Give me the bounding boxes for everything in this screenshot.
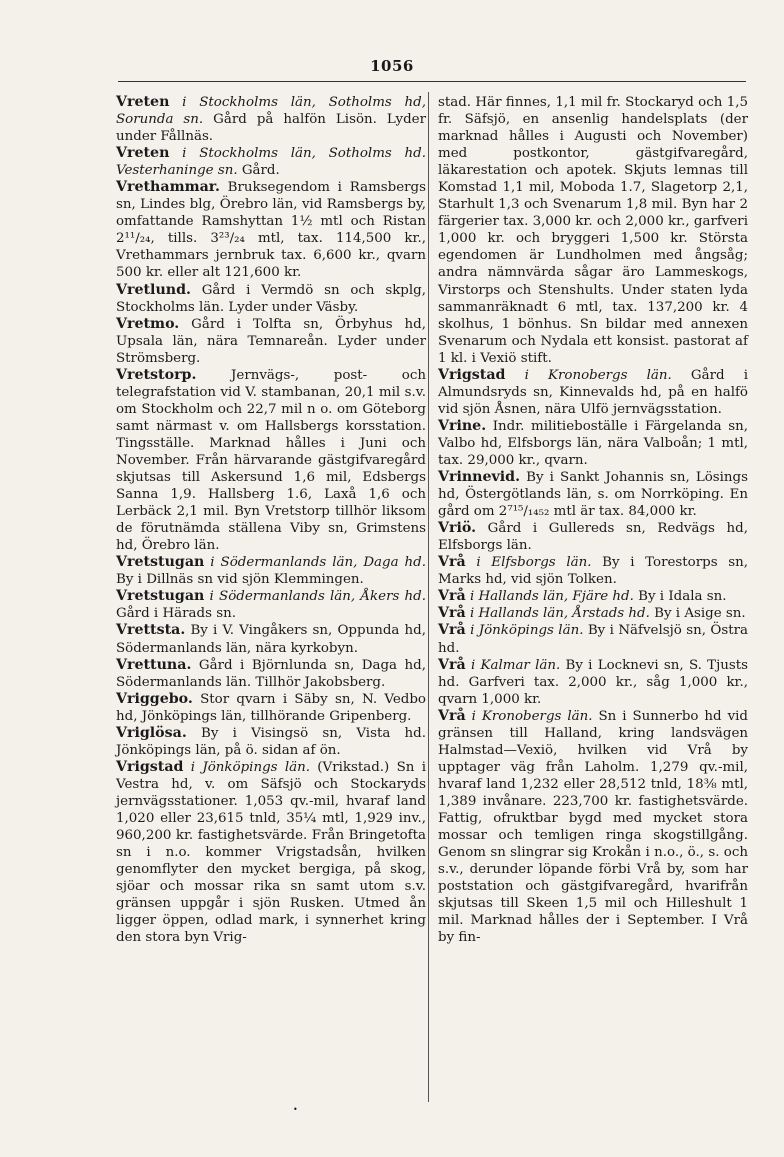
dictionary-entry [116, 367, 426, 555]
dictionary-entry [438, 418, 748, 469]
entry-text: stad. Här finnes, 1,1 mil fr. Stockaryd och 1,5 fr. Säfsjö, en ansenlig handelsplats (der marknad hålles i Augusti och November) med postkontor, gästgifvaregård, läkarestation och apotek. Skjuts lemnas till Komstad 1,1 mil, Moboda 1.7, Slagetorp 2,1, Starhult 1,3 och Svenarum 1,8 mil. Byn har 2 färgerier tax. 3,000 kr. och 2,000 kr., garfveri 1,000 kr. och bryggeri 1,500 kr. Största egendomen är Lundholmen med ångsåg; andra nämnvärda sågar äro Lammeskogs, Virstorps och Stenshults. Under staten lyda sammanräknadt 6 mtl, tax. 137,200 kr. 4 skolhus, 1 bönhus. Sn bildar med annexen Svenarum och Nydala ett konsist. pastorat af 1 kl. i Vexiö stift. [438, 95, 748, 366]
entry-headword: Vrettsta. [116, 622, 186, 639]
entry-text: Gård. [237, 163, 280, 179]
right-column [438, 94, 748, 946]
dictionary-entry [116, 145, 426, 179]
entry-text: Gård i Gullereds sn, Redvägs hd, Elfsborgs län. [438, 521, 748, 554]
entry-headword: Vretstugan [116, 588, 205, 605]
entry-location: i Jönköpings län. [465, 623, 584, 639]
entry-text: Jernvägs-, post- och telegrafstation vid V. stambanan, 20,1 mil s.v. om Stockholm och 22,7 mil n o. om Göteborg samt närmast v. om Hallsbergs korsstation. Tingsställe. Marknad hålles i Juni och November. Från härvarande gästgifvaregård skjutsas till Askersund 1,6 mil, Edsbergs Sanna 1,9. Hallsberg 1.6, Laxå 1,6 och Lerbäck 2,1 mil. Byn Vretstorp tillhör liksom de förutnämda ställena Viby sn, Grimstens hd, Örebro län. [116, 367, 426, 554]
entry-headword: Vrigstad [116, 758, 184, 775]
entry-headword: Vreten [116, 145, 170, 162]
dictionary-entry [438, 708, 748, 947]
entry-headword: Vrigstad [438, 366, 506, 383]
entry-text: (Vrikstad.) Sn i Vestra hd, v. om Säfsjö och Stockaryds jernvägsstationer. 1,053 qv.-mil, hvaraf land 1,020 eller 23,615 tnld, 35¼ mtl, 1,929 inv., 960,200 kr. fastighetsvärde. Från Bringetofta sn i n.o. kommer Vrigstadsån, hvilken genomflyter den mycket bergiga, på skog, sjöar och mossar rika sn samt utom s.v. gränsen uppgår i sjön Rusken. Utmed ån ligger öppen, odlad mark, i synnerhet kring den stora byn Vrig- [116, 759, 426, 946]
dictionary-entry [116, 94, 426, 145]
entry-location: i Södermanlands län, Åkers hd. [204, 589, 426, 605]
entry-text: Gård på halfön Lisön. Lyder under Fållnäs. [116, 112, 426, 145]
entry-text: By i Visingsö sn, Vista hd. Jönköpings län, på ö. sidan af ön. [116, 725, 426, 758]
dictionary-entry [438, 94, 748, 367]
entry-headword: Vreten [116, 94, 170, 110]
entry-headword: Vrå [438, 605, 466, 622]
entry-location: i Elfsborgs län. [465, 555, 592, 571]
entry-headword: Vriggebo. [116, 690, 193, 707]
dictionary-entry [116, 657, 426, 691]
entry-text: By i V. Vingåkers sn, Oppunda hd, Södermanlands län, nära kyrkobyn. [116, 623, 426, 656]
dictionary-entry [438, 657, 748, 708]
dictionary-entry [116, 554, 426, 588]
entry-location: i Stockholms län, Sotholms hd. Vesterhaninge sn. [116, 146, 426, 179]
entry-text: Gård i Björnlunda sn, Daga hd, Södermanlands län. Tillhör Jakobsberg. [116, 657, 426, 690]
footer-mark: • [293, 1105, 298, 1114]
entry-text: Indr. militieboställe i Färgelanda sn, Valbo hd, Elfsborgs län, nära Valboån; 1 mtl, tax. 29,000 kr., qvarn. [438, 418, 748, 468]
header-rule [118, 81, 746, 82]
entry-headword: Vriö. [438, 520, 477, 537]
entry-headword: Vrethammar. [116, 179, 220, 196]
dictionary-entry [438, 520, 748, 554]
entry-headword: Vriglösa. [116, 724, 187, 741]
entry-headword: Vrå [438, 656, 466, 673]
entry-text: By i Asige sn. [649, 606, 746, 622]
entry-text: Stor qvarn i Säby sn, N. Vedbo hd, Jönköpings län, tillhörande Gripenberg. [116, 691, 426, 724]
entry-text: Gård i Härads sn. [116, 606, 236, 622]
entry-text: By i Näfvelsjö sn, Östra hd. [438, 623, 748, 656]
entry-headword: Vrå [438, 707, 466, 724]
column-divider [428, 92, 429, 1102]
entry-location: i Kronobergs län. [465, 708, 593, 724]
entry-headword: Vrinnevid. [438, 469, 521, 486]
dictionary-entry [116, 282, 426, 316]
dictionary-entry [438, 367, 748, 418]
left-column [116, 94, 426, 946]
dictionary-entry [438, 588, 748, 605]
entry-text: By i Sankt Johannis sn, Lösings hd, Östergötlands län, s. om Norrköping. En gård om 2⁷¹⁵/₁₄₅₂ mtl är tax. 84,000 kr. [438, 470, 748, 520]
dictionary-entry [438, 554, 748, 588]
dictionary-entry [438, 469, 748, 520]
dictionary-entry [438, 622, 748, 656]
dictionary-entry [116, 622, 426, 656]
entry-location: i Jönköpings län. [183, 759, 310, 775]
entry-text: By i Idala sn. [633, 589, 727, 605]
entry-headword: Vrine. [438, 417, 487, 434]
entry-location: i Södermanlands län, Daga hd. [204, 555, 426, 571]
entry-text: By i Dillnäs sn vid sjön Klemmingen. [116, 572, 364, 588]
entry-headword: Vrå [438, 554, 466, 571]
entry-headword: Vretlund. [116, 281, 191, 298]
entry-text: Sn i Sunnerbo hd vid gränsen till Halland, kring landsvägen Halmstad—Vexiö, hvilken vid Vrå by upptager väg från Laholm. 1,279 qv.-mil, hvaraf land 1,232 eller 28,512 tnld, 18⅜ mtl, 1,389 invånare. 223,700 kr. fastighetsvärde. Fattig, ofruktbar bygd med mycket stora mossar och temligen ringa skogstillgång. Genom sn slingrar sig Krokån i n.o., ö., s. och s.v., derunder löpande förbi Vrå by, som har poststation och gästgifvaregård, hvarifrån skjutsas till Skeen 1,5 mil och Hilleshult 1 mil. Marknad hålles der i September. I Vrå by fin- [438, 708, 748, 946]
entry-headword: Vretstugan [116, 554, 205, 571]
dictionary-entry [116, 588, 426, 622]
dictionary-entry [116, 316, 426, 367]
dictionary-entry [116, 725, 426, 759]
dictionary-entry [438, 605, 748, 622]
entry-headword: Vretmo. [116, 315, 180, 332]
entry-text: Bruksegendom i Ramsbergs sn, Lindes blg, Örebro län, vid Ramsbergs by, omfattande Ramshyttan 1½ mtl och Ristan 2¹¹/₂₄, tills. 3²³/₂₄ mtl, tax. 114,500 kr., Vrethammars jernbruk tax. 6,600 kr., qvarn 500 kr. eller alt 121,600 kr. [116, 180, 426, 281]
entry-location: i Kronobergs län. [505, 367, 672, 383]
entry-text: By i Locknevi sn, S. Tjusts hd. Garfveri tax. 2,000 kr., såg 1,000 kr., qvarn 1,000 kr. [438, 657, 748, 707]
dictionary-entry [116, 691, 426, 725]
dictionary-entry [116, 759, 426, 947]
entry-location: i Stockholms län, Sotholms hd, Sorunda sn. [116, 95, 426, 128]
entry-location: i Hallands län, Årstads hd. [465, 606, 650, 622]
dictionary-entry [116, 179, 426, 281]
entry-text: Gård i Tolfta sn, Örbyhus hd, Upsala län, nära Temnareån. Lyder under Strömsberg. [116, 316, 426, 366]
entry-headword: Vretstorp. [116, 366, 197, 383]
entry-location: i Hallands län, Fjäre hd. [465, 589, 634, 605]
page-number: 1056 [370, 57, 414, 75]
entry-text: Gård i Almundsryds sn, Kinnevalds hd, på en halfö vid sjön Åsnen, nära Ulfö jernvägsstation. [438, 367, 748, 417]
entry-text: Gård i Vermdö sn och skplg, Stockholms län. Lyder under Väsby. [116, 282, 426, 315]
entry-headword: Vrå [438, 588, 466, 605]
entry-headword: Vrettuna. [116, 656, 192, 673]
entry-headword: Vrå [438, 622, 466, 639]
entry-location: i Kalmar län. [465, 657, 561, 673]
entry-text: By i Torestorps sn, Marks hd, vid sjön Tolken. [438, 555, 748, 588]
